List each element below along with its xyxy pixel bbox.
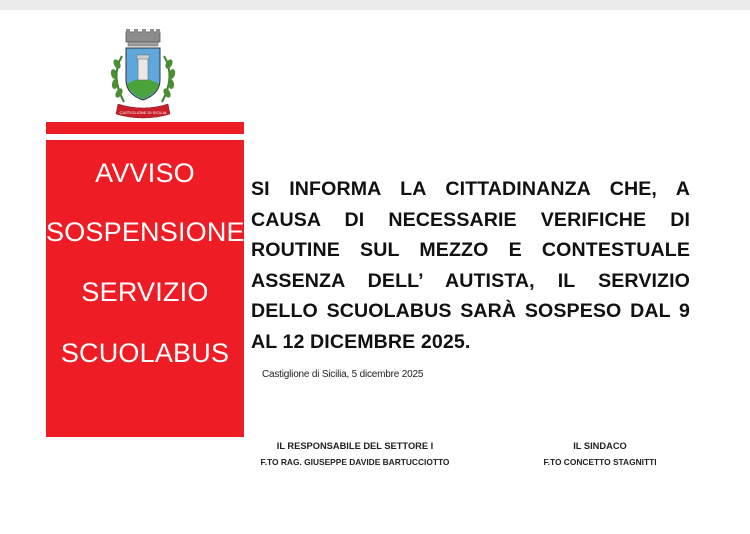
notice-message: SI INFORMA LA CITTADINANZA CHE, A CAUSA DI NECESSARIE VERIFICHE DI ROUTINE SUL MEZZO E CONTESTUALE ASSENZA DELL’ AUTISTA, IL SERVIZIO DELLO SCUOLABUS SARÀ SOSPESO DAL 9 AL 12 DICEMBRE 2025. <box>251 178 690 353</box>
notice-title-line: SOSPENSIONE <box>46 217 245 247</box>
signature-block-sindaco <box>500 440 700 469</box>
notice-title-box <box>46 140 244 437</box>
municipal-coat-of-arms-icon <box>104 28 182 120</box>
crest-banner: CASTIGLIONE DI SICILIA <box>119 110 167 115</box>
signature-role: IL RESPONSABILE DEL SETTORE I <box>276 441 434 451</box>
signature-role: IL SINDACO <box>573 441 627 451</box>
signature-name: F.TO CONCETTO STAGNITTI <box>543 457 657 467</box>
top-strip <box>0 0 750 10</box>
signature-block-responsabile <box>250 440 460 469</box>
place-date: Castiglione di Sicilia, 5 dicembre 2025 <box>262 369 424 380</box>
notice-title-line: AVVISO <box>95 158 195 188</box>
notice-title-line: SERVIZIO <box>81 277 209 307</box>
signature-name: F.TO RAG. GIUSEPPE DAVIDE BARTUCCIOTTO <box>260 457 450 467</box>
red-accent-bar <box>46 122 244 134</box>
notice-title-line: SCUOLABUS <box>60 338 230 368</box>
